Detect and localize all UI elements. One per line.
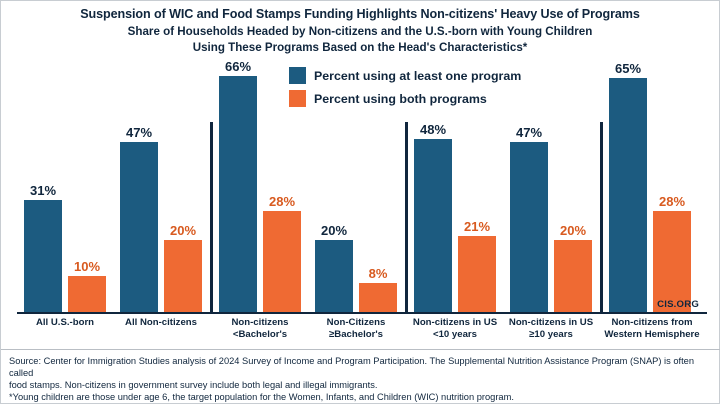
x-label-line: ≥Bachelor's [329, 328, 383, 340]
chart-titles [1, 1, 719, 55]
bar-group-all-non-citizens [113, 59, 209, 312]
x-label-4 [407, 317, 503, 341]
bar-orange [653, 211, 691, 312]
watermark-label: CIS.ORG [657, 299, 699, 310]
bar-blue [315, 240, 353, 312]
bar-blue [120, 142, 158, 312]
legend-label-series-2: Percent using both programs [314, 91, 487, 106]
bar-item-blue-2 [219, 59, 257, 312]
bar-group-non-citizens-below-bachelors [212, 59, 308, 312]
chart-subtitle-line-1: Share of Households Headed by Non-citizens and the U.S.-born with Young Children [127, 25, 593, 39]
bar-item-blue-4 [414, 59, 452, 312]
bar-value-label: 66% [224, 59, 252, 74]
bar-blue [24, 200, 62, 312]
bar-item-blue-0 [24, 59, 62, 312]
bar-value-label: 10% [73, 259, 101, 274]
footnote-source-line-2: food stamps. Non-citizens in government survey include both legal and illegal immigrants. [9, 380, 378, 391]
page-title: Suspension of WIC and Food Stamps Funding Highlights Non-citizens' Heavy Use of Programs [80, 7, 640, 21]
bar-value-label: 20% [169, 223, 197, 238]
x-label-line: Western Hemisphere [604, 328, 700, 340]
x-axis-labels [9, 317, 713, 351]
x-label-line: Non-Citizens [326, 317, 386, 328]
chart-area [1, 59, 720, 339]
x-label-line: Non-citizens from [611, 317, 693, 328]
footnotes [1, 349, 720, 403]
bar-group-all-us-born [17, 59, 113, 312]
bar-value-label: 65% [614, 61, 642, 76]
bar-value-label: 47% [125, 125, 153, 140]
bar-blue [219, 76, 257, 312]
footnote-asterisk: *Young children are those under age 6, the target population for the Women, Infants, and Children (WIC) nutrition program. [9, 392, 514, 403]
bar-value-label: 47% [515, 125, 543, 140]
bar-orange [164, 240, 202, 312]
x-label-5 [503, 317, 599, 341]
bar-value-label: 8% [368, 266, 388, 281]
x-axis-line [17, 312, 707, 314]
x-label-line: <10 years [432, 328, 477, 340]
bar-item-blue-3 [315, 59, 353, 312]
x-label-3 [308, 317, 404, 341]
bar-value-label: 20% [320, 223, 348, 238]
plot-region [9, 59, 713, 314]
bar-orange [554, 240, 592, 312]
bar-item-orange-6 [653, 59, 691, 312]
x-label-1 [113, 317, 209, 329]
bar-item-blue-6 [609, 59, 647, 312]
bar-orange [68, 276, 106, 312]
bar-orange [359, 283, 397, 312]
bar-group-non-citizens-10-years-or-more [503, 59, 599, 312]
bar-blue [510, 142, 548, 312]
bar-item-orange-2 [263, 59, 301, 312]
bar-item-orange-5 [554, 59, 592, 312]
bar-item-orange-4 [458, 59, 496, 312]
bar-value-label: 31% [29, 183, 57, 198]
x-label-line: <Bachelor's [232, 328, 288, 340]
bar-value-label: 20% [559, 223, 587, 238]
bar-group-non-citizens-bachelors-or-more [308, 59, 404, 312]
bar-orange [263, 211, 301, 312]
footnote-source-line-1: Source: Center for Immigration Studies analysis of 2024 Survey of Income and Program Participation. The Supplemental Nutrition Assistance Program (SNAP) is often called [9, 356, 695, 379]
bar-item-orange-0 [68, 59, 106, 312]
x-label-line: All Non-citizens [125, 317, 197, 328]
chart-subtitle-line-2: Using These Programs Based on the Head's Characteristics* [192, 40, 528, 54]
x-label-line: Non-citizens in US [508, 317, 594, 328]
bar-item-blue-5 [510, 59, 548, 312]
x-label-2 [212, 317, 308, 341]
bar-blue [414, 139, 452, 312]
bar-value-label: 28% [658, 194, 686, 209]
bar-group-non-citizens-under-10-years [407, 59, 503, 312]
bar-group-non-citizens-western-hemisphere [602, 59, 698, 312]
bar-orange [458, 236, 496, 312]
legend-label-series-1: Percent using at least one program [314, 68, 522, 83]
x-label-line: Non-citizens in US [412, 317, 498, 328]
x-label-line: Non-citizens [231, 317, 289, 328]
bar-value-label: 28% [268, 194, 296, 209]
x-label-6 [602, 317, 702, 341]
x-label-line: All U.S.-born [35, 317, 95, 328]
bar-blue [609, 78, 647, 312]
bar-item-orange-3 [359, 59, 397, 312]
bar-value-label: 21% [463, 219, 491, 234]
bar-item-blue-1 [120, 59, 158, 312]
bar-value-label: 48% [419, 122, 447, 137]
x-label-line: ≥10 years [529, 328, 573, 340]
x-label-0 [17, 317, 113, 329]
bar-item-orange-1 [164, 59, 202, 312]
